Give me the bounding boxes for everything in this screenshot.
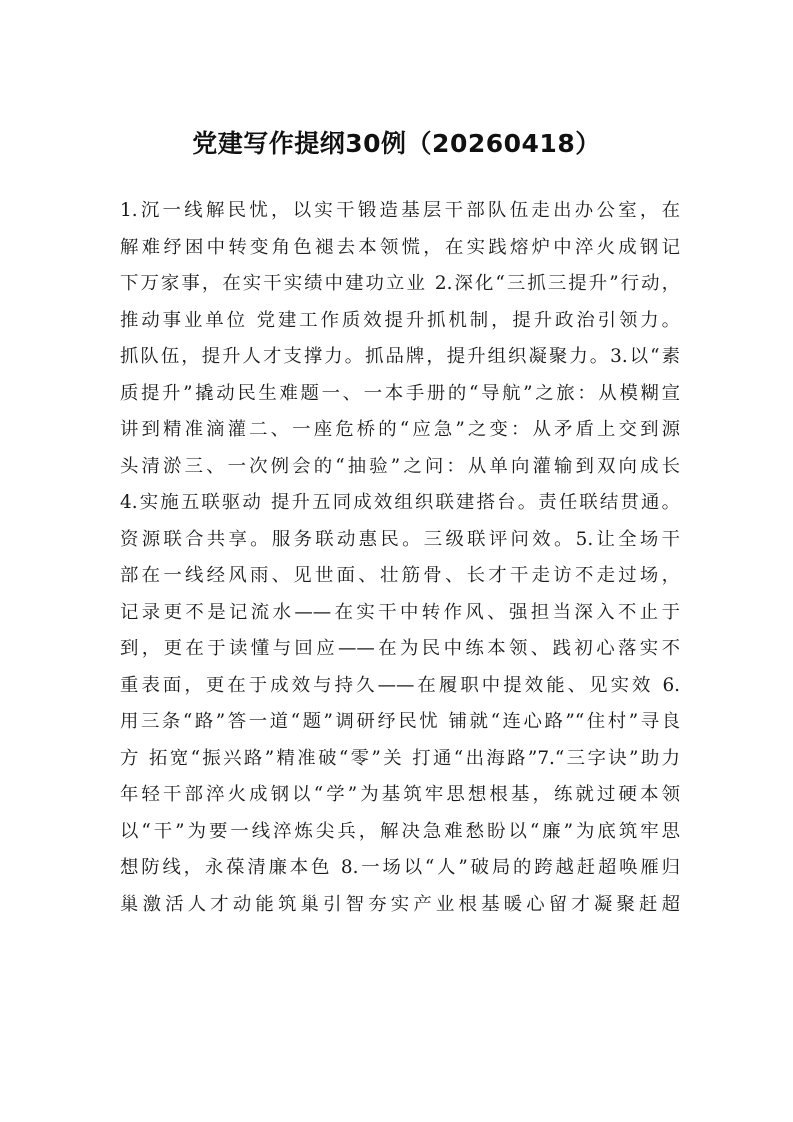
body-line: 质提升”撬动民生难题一、一本手册的“导航”之旅：从模糊宣 bbox=[120, 382, 680, 404]
body-line: 以“干”为要一线淬炼尖兵，解决急难愁盼以“廉”为底筑牢思 bbox=[120, 820, 680, 842]
body-line: 到，更在于读懂与回应——在为民中练本领、践初心落实不 bbox=[120, 638, 680, 659]
body-line: 下万家事，在实干实绩中建功立业 2.深化“三抓三提升”行动， bbox=[120, 273, 680, 294]
body-line: 用三条“路”答一道“题”调研纾民忧 铺就“连心路”“住村”寻良 bbox=[120, 711, 680, 732]
body-line: 4.实施五联驱动 提升五同成效组织联建搭台。责任联结贯通。 bbox=[120, 492, 680, 513]
body-line: 资源联合共享。服务联动惠民。三级联评问效。5.让全场干 bbox=[120, 528, 680, 550]
body-line: 解难纾困中转变角色褪去本领慌，在实践熔炉中淬火成钢记 bbox=[120, 236, 680, 258]
body-line: 讲到精准滴灌二、一座危桥的“应急”之变：从矛盾上交到源 bbox=[120, 419, 680, 440]
body-line: 方 拓宽“振兴路”精准破“零”关 打通“出海路”7.“三字诀”助力 bbox=[120, 747, 680, 769]
body-line: 巢激活人才动能筑巢引智夯实产业根基暖心留才凝聚赶超 bbox=[120, 893, 680, 915]
body-line: 头清淤三、一次例会的“抽验”之问：从单向灌输到双向成长 bbox=[120, 455, 680, 477]
document-title: 党建写作提纲30例（20260418） bbox=[192, 129, 601, 158]
body-line: 想防线，永葆清廉本色 8.一场以“人”破局的跨越赶超唤雁归 bbox=[120, 857, 680, 878]
body-line: 重表面，更在于成效与持久——在履职中提效能、见实效 6. bbox=[120, 674, 680, 696]
body-line: 年轻干部淬火成钢以“学”为基筑牢思想根基，练就过硬本领 bbox=[120, 784, 680, 805]
body-line: 推动事业单位 党建工作质效提升抓机制，提升政治引领力。 bbox=[120, 309, 680, 331]
body-line: 抓队伍，提升人才支撑力。抓品牌，提升组织凝聚力。3.以“素 bbox=[120, 346, 680, 367]
document-body bbox=[120, 193, 680, 923]
body-line: 1.沉一线解民忧，以实干锻造基层干部队伍走出办公室，在 bbox=[120, 200, 680, 221]
body-line: 部在一线经风雨、见世面、壮筋骨、长才干走访不走过场， bbox=[120, 565, 680, 586]
body-line: 记录更不是记流水——在实干中转作风、强担当深入不止于 bbox=[120, 601, 680, 623]
